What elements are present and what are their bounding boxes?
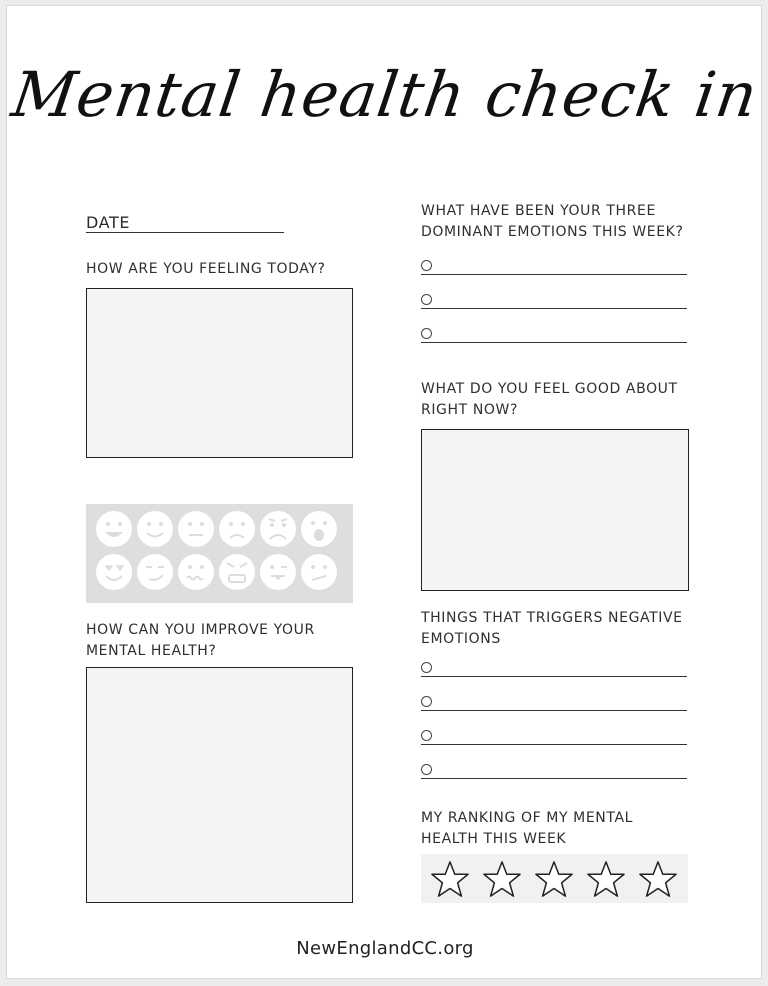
- bullet-circle-icon: [421, 328, 432, 339]
- star-2-icon[interactable]: [483, 860, 521, 898]
- emoji-panel: [86, 504, 353, 603]
- date-field-line[interactable]: [86, 232, 284, 233]
- ranking-question: [421, 808, 633, 850]
- worksheet-page: [6, 5, 762, 979]
- emotion-entry-2[interactable]: [421, 294, 687, 310]
- improve-question-line-1: HOW CAN YOU IMPROVE YOUR: [86, 622, 315, 638]
- grinning-face-icon: [96, 511, 132, 547]
- emotions-question: [421, 201, 683, 243]
- neutral-face-icon: [178, 511, 214, 547]
- date-label: DATE: [86, 213, 131, 232]
- star-rating: [421, 854, 688, 903]
- tongue-out-face-icon: [260, 554, 296, 590]
- smiling-face-icon: [137, 511, 173, 547]
- bullet-circle-icon: [421, 730, 432, 741]
- entry-line: [421, 676, 687, 677]
- bullet-circle-icon: [421, 764, 432, 775]
- skeptical-face-icon: [301, 554, 337, 590]
- smirking-face-icon: [137, 554, 173, 590]
- entry-line: [421, 308, 687, 309]
- triggers-question: [421, 608, 683, 650]
- wavy-mouth-face-icon: [178, 554, 214, 590]
- feel-good-question: [421, 379, 678, 421]
- star-3-icon[interactable]: [535, 860, 573, 898]
- star-1-icon[interactable]: [431, 860, 469, 898]
- footer-website: NewEnglandCC.org: [296, 938, 474, 959]
- trigger-entry-2[interactable]: [421, 696, 687, 712]
- star-5-icon[interactable]: [639, 860, 677, 898]
- entry-line: [421, 744, 687, 745]
- entry-line: [421, 342, 687, 343]
- entry-line: [421, 274, 687, 275]
- feel-good-question-line-1: WHAT DO YOU FEEL GOOD ABOUT: [421, 381, 678, 397]
- emotions-question-line-1: WHAT HAVE BEEN YOUR THREE: [421, 203, 656, 219]
- improve-question-line-2: MENTAL HEALTH?: [86, 643, 217, 659]
- trigger-entry-3[interactable]: [421, 730, 687, 746]
- feel-good-question-line-2: RIGHT NOW?: [421, 402, 518, 418]
- triggers-question-line-1: THINGS THAT TRIGGERS NEGATIVE: [421, 610, 683, 626]
- bullet-circle-icon: [421, 696, 432, 707]
- trigger-entry-4[interactable]: [421, 764, 687, 780]
- feel-good-answer-box[interactable]: [421, 429, 689, 591]
- emoji-grid: [86, 504, 353, 603]
- entry-line: [421, 778, 687, 779]
- entry-line: [421, 710, 687, 711]
- sad-face-icon: [219, 511, 255, 547]
- emotion-entry-1[interactable]: [421, 260, 687, 276]
- improve-question: [86, 620, 315, 662]
- feeling-question: HOW ARE YOU FEELING TODAY?: [86, 261, 326, 277]
- triggers-question-line-2: EMOTIONS: [421, 631, 501, 647]
- bullet-circle-icon: [421, 294, 432, 305]
- shocked-face-icon: [301, 511, 337, 547]
- bullet-circle-icon: [421, 260, 432, 271]
- page-title: Mental health check in: [7, 58, 763, 131]
- emotions-question-line-2: DOMINANT EMOTIONS THIS WEEK?: [421, 224, 684, 240]
- angry-face-icon: [219, 554, 255, 590]
- emotion-entry-3[interactable]: [421, 328, 687, 344]
- trigger-entry-1[interactable]: [421, 662, 687, 678]
- bullet-circle-icon: [421, 662, 432, 673]
- frowning-face-icon: [260, 511, 296, 547]
- ranking-question-line-2: HEALTH THIS WEEK: [421, 831, 567, 847]
- feeling-answer-box[interactable]: [86, 288, 353, 458]
- heart-eyes-face-icon: [96, 554, 132, 590]
- improve-answer-box[interactable]: [86, 667, 353, 903]
- ranking-question-line-1: MY RANKING OF MY MENTAL: [421, 810, 634, 826]
- star-4-icon[interactable]: [587, 860, 625, 898]
